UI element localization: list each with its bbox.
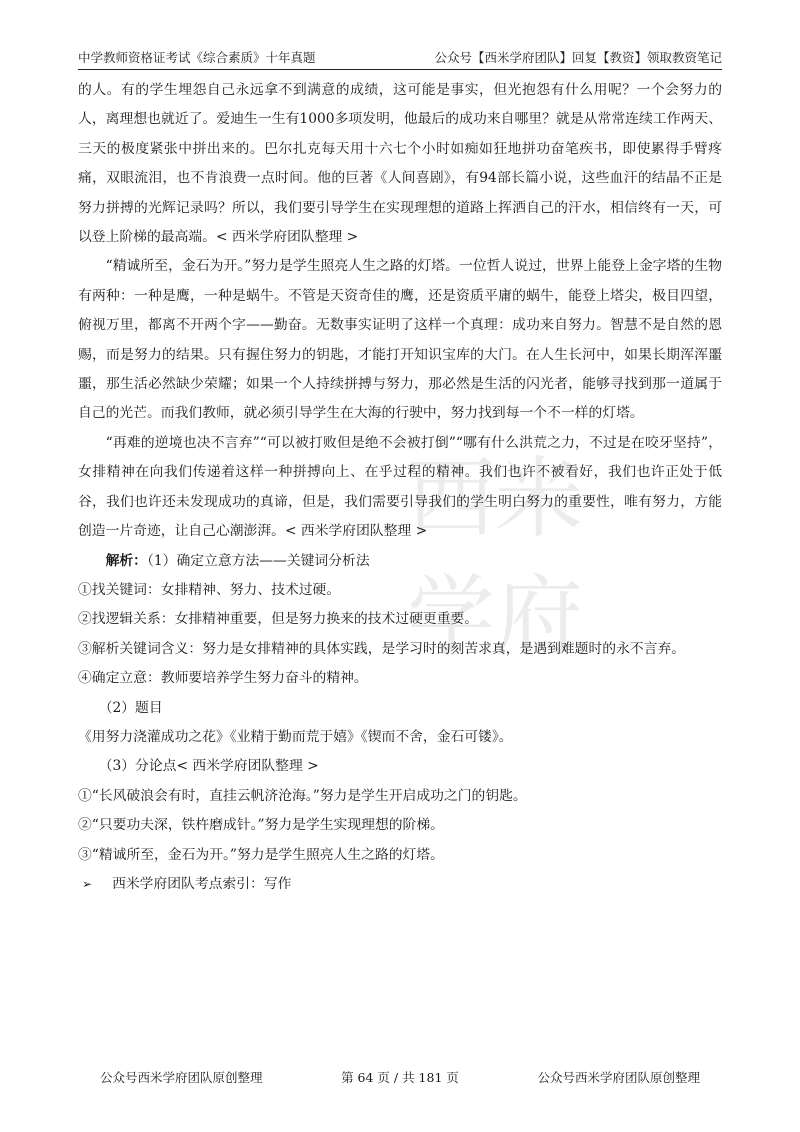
analysis-item-4: ④确定立意：教师要培养学生努力奋斗的精神。 — [78, 670, 368, 687]
sub-point-3: ③“精诚所至，金石为开。”努力是学生照亮人生之路的灯塔。 — [78, 846, 444, 863]
analysis-step2: （2）题目 — [98, 699, 163, 716]
sub-point-1: ①“长风破浪会有时，直挂云帆济沧海。”努力是学生开启成功之门的钥匙。 — [78, 787, 527, 804]
analysis-item-3: ③解析关键词含义：努力是女排精神的具体实践，是学习时的刻苦求真，是遇到难题时的永不言弃。 — [78, 640, 686, 657]
paragraph-lighthouse: “精诚所至，金石为开。”努力是学生照亮人生之路的灯塔。一位哲人说过，世界上能登上金字塔的生物有两种：一种是鹰，一种是蜗牛。不管是天资奇佳的鹰，还是资质平庸的蜗牛，能登上塔尖，极目四望，俯视万里，都离不开两个字——勤奋。无数事实证明了这样一个真理：成功来自努力。智慧不是自然的恩赐，而是努力的结果。只有握住努力的钥匙，才能打开知识宝库的大门。在人生长河中，如果长期浑浑噩噩，那生活必然缺少荣耀；如果一个人持续拼搏与努力，那必然是生活的闪光者，能够寻找到那一道属于自己的光芒。而我们教师，就必须引导学生在大海的行驶中，努力找到每一个不一样的灯塔。 — [78, 258, 722, 422]
exam-index-text: 西米学府团队考点索引：写作 — [112, 875, 292, 892]
page-header — [78, 44, 722, 70]
paragraph-continued: 的人。有的学生埋怨自己永远拿不到满意的成绩，这可能是事实，但光抱怨有什么用呢？一个会努力的人，离理想也就近了。爱迪生一生有1000多项发明，他最后的成功来自哪里？就是从常常连续工作两天、三天的极度紧张中拼出来的。巴尔扎克每天用十六七个小时如痴如狂地拼功奋笔疾书，即使累得手臂疼痛，双眼流泪，也不肯浪费一点时间。他的巨著《人间喜剧》，有94部长篇小说，这些血汗的结晶不正是努力拼搏的光辉记录吗？所以，我们要引导学生在实现理想的道路上挥洒自己的汗水，相信终有一天，可以登上阶梯的最高端。< 西米学府团队整理 > — [78, 82, 722, 246]
analysis-titles: 《用努力浇灌成功之花》《业精于勤而荒于嬉》《锲而不舍，金石可镂》。 — [78, 728, 513, 745]
analysis-step1-line — [78, 547, 722, 576]
analysis-step1: （1）确定立意方法——关键词分析法 — [146, 552, 370, 569]
arrow-bullet-icon: ➢ — [82, 876, 93, 891]
analysis-step3: （3）分论点< 西米学府团队整理 > — [98, 758, 319, 775]
analysis-item-1: ①找关键词：女排精神、努力、技术过硬。 — [78, 581, 341, 598]
footer-left: 公众号西米学府团队原创整理 — [100, 1070, 263, 1085]
watermark-logo: 西米 学府 — [406, 447, 583, 668]
footer-right: 公众号西米学府团队原创整理 — [537, 1070, 700, 1085]
paragraph-volleyball-spirit: “再难的逆境也决不言弃”“可以被打败但是绝不会被打倒”“哪有什么洪荒之力，不过是在咬牙坚持”，女排精神在向我们传递着这样一种拼搏向上、在乎过程的精神。我们也许不被看好，我们也许正处于低谷，我们也许还未发现成功的真谛，但是，我们需要引导我们的学生明白努力的重要性，唯有努力，方能创造一片奇迹，让自己心潮澎湃。< 西米学府团队整理 > — [78, 434, 722, 540]
exam-index-line — [78, 870, 722, 899]
header-left-title: 中学教师资格证考试《综合素质》十年真题 — [78, 50, 316, 65]
sub-point-2: ②“只要功夫深，铁杵磨成针。”努力是学生实现理想的阶梯。 — [78, 817, 444, 834]
header-right-promo: 公众号【西米学府团队】回复【教资】领取教资笔记 — [434, 50, 722, 65]
analysis-label: 解析： — [105, 552, 147, 569]
analysis-item-2: ②找逻辑关系：女排精神重要，但是努力换来的技术过硬更重要。 — [78, 611, 479, 628]
page-footer — [100, 1068, 700, 1086]
page-number: 第 64 页 / 共 181 页 — [341, 1070, 459, 1085]
document-body — [78, 76, 722, 899]
